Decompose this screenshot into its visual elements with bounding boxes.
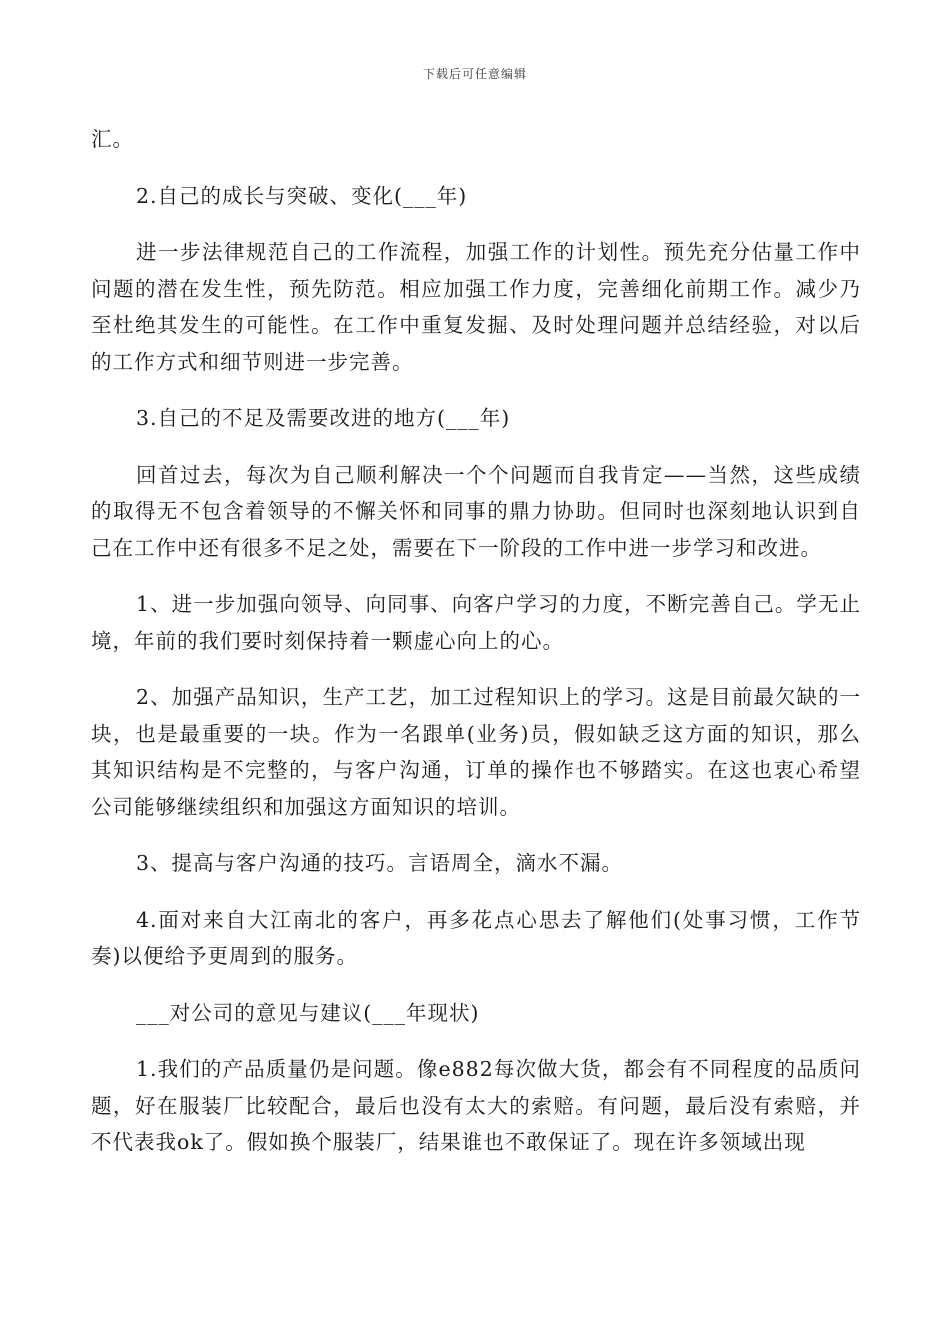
document-body (91, 121, 861, 1161)
paragraph-growth: 进一步法律规范自己的工作流程，加强工作的计划性。预先充分估量工作中问题的潜在发生性，预先防范。相应加强工作力度，完善细化前期工作。减少乃至杜绝其发生的可能性。在工作中重复发掘、及时处理问题并总结经验，对以后的工作方式和细节则进一步完善。 (91, 240, 861, 374)
section-heading-suggestions: ___对公司的意见与建议(___年现状) (136, 1000, 480, 1025)
list-item-2: 2、加强产品知识，生产工艺，加工过程知识上的学习。这是目前最欠缺的一块，也是最重要的一块。作为一名跟单(业务)员，假如缺乏这方面的知识，那么其知识结构是不完整的，与客户沟通，订单的操作也不够踏实。在这也衷心希望公司能够继续组织和加强这方面知识的培训。 (91, 685, 861, 819)
paragraph-quality: 1.我们的产品质量仍是问题。像e882每次做大货，都会有不同程度的品质问题，好在服装厂比较配合，最后也没有太大的索赔。有问题，最后没有索赔，并不代表我ok了。假如换个服装厂，结果谁也不敢保证了。现在许多领域出现 (91, 1057, 861, 1154)
paragraph-continuation: 汇。 (91, 127, 134, 151)
list-item-4: 4.面对来自大江南北的客户，再多花点心思去了解他们(处事习惯，工作节奏)以便给予更周到的服务。 (91, 907, 861, 968)
page-header: 下载后可任意编辑 (422, 67, 527, 81)
list-item-1: 1、进一步加强向领导、向同事、向客户学习的力度，不断完善自己。学无止境，年前的我们要时刻保持着一颗虚心向上的心。 (91, 592, 861, 653)
section-heading-shortcomings: 3.自己的不足及需要改进的地方(___年) (136, 406, 511, 430)
list-item-3: 3、提高与客户沟通的技巧。言语周全，滴水不漏。 (136, 851, 624, 875)
section-heading-growth: 2.自己的成长与突破、变化(___年) (136, 183, 468, 208)
paragraph-retrospect: 回首过去，每次为自己顺利解决一个个问题而自我肯定——当然，这些成绩的取得无不包含着领导的不懈关怀和同事的鼎力协助。但同时也深刻地认识到自己在工作中还有很多不足之处，需要在下一阶段的工作中进一步学习和改进。 (91, 462, 861, 560)
